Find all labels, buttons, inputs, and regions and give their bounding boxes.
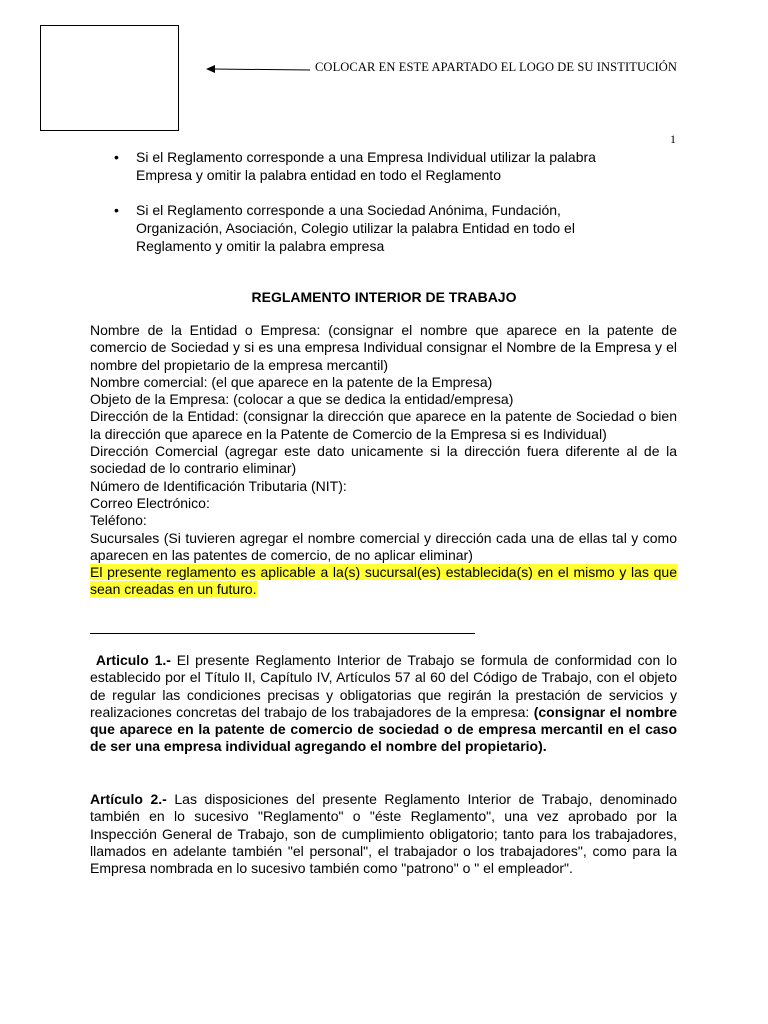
list-item: • Si el Reglamento corresponde a una Sociedad Anónima, Fundación, Organización, Asociación, Colegio utilizar la palabra Entidad en todo el Reglamento y omitir la palabra empresa bbox=[112, 201, 632, 255]
article-1-bold-text: (consignar el nombre que aparece en la patente de comercio de sociedad o de empresa mercantil en el caso de ser una empresa individual agregando el nombre del propietario). bbox=[90, 703, 677, 755]
left-arrow-icon bbox=[206, 61, 310, 77]
article-1-text: El presente Reglamento Interior de Trabajo se formula de conformidad con lo establecido por el Título II, Capítulo IV, Artículos 57 al 60 del Código de Trabajo, con el objeto de regular las condiciones precisas y obligatorias que regirán la prestación de servicios y realizaciones concretas del trabajo de los trabajadores de la empresa: bbox=[90, 652, 677, 720]
logo-placeholder bbox=[40, 25, 179, 131]
field-objeto: Objeto de la Empresa: (colocar a que se dedica la entidad/empresa) bbox=[90, 391, 514, 408]
field-nombre-comercial: Nombre comercial: (el que aparece en la patente de la Empresa) bbox=[90, 373, 493, 390]
article-1-heading: Articulo 1.- bbox=[95, 652, 171, 668]
page-number: 1 bbox=[670, 132, 676, 146]
article-2-heading: Artículo 2.- bbox=[90, 791, 167, 807]
field-direccion-comercial: Dirección Comercial (agregar este dato unicamente si la dirección fuera diferente al de la sociedad de lo contrario eliminar) bbox=[90, 443, 677, 477]
instruction-list bbox=[112, 148, 632, 272]
field-sucursales: Sucursales (Si tuvieren agregar el nombre comercial y dirección cada una de ellas tal y como aparecen en las patentes de comercio, de no aplicar eliminar) bbox=[90, 529, 677, 563]
separator-line bbox=[90, 633, 475, 634]
highlight-text: El presente reglamento es aplicable a la(s) sucursal(es) establecida(s) en el mismo y las que sean creadas en un futuro. bbox=[90, 564, 677, 598]
field-correo: Correo Electrónico: bbox=[90, 494, 210, 511]
field-nombre-entidad: Nombre de la Entidad o Empresa: (consignar el nombre que aparece en la patente de comercio de Sociedad y si es una empresa Individual consignar el Nombre de la Empresa y el nombre del propietario de la empresa mercantil) bbox=[90, 322, 677, 373]
document-title: REGLAMENTO INTERIOR DE TRABAJO bbox=[251, 289, 517, 305]
field-direccion-entidad: Dirección de la Entidad: (consignar la dirección que aparece en la patente de Sociedad o bien la dirección que aparece en la Patente de Comercio de la Empresa si es Individual) bbox=[90, 408, 677, 442]
article-2 bbox=[90, 791, 677, 877]
list-item: • Si el Reglamento corresponde a una Empresa Individual utilizar la palabra Empresa y omitir la palabra entidad en todo el Reglamento bbox=[112, 148, 632, 184]
article-1 bbox=[90, 652, 677, 756]
highlighted-note bbox=[90, 564, 677, 599]
article-2-text: Las disposiciones del presente Reglamento Interior de Trabajo, denominado también en lo sucesivo "Reglamento" o "éste Reglamento", una vez aprobado por la Inspección General de Trabajo, son de cumplimiento obligatorio; tanto para los trabajadores, llamados en adelante también "el personal", el trabajador o los trabajadores", como para la Empresa nombrada en lo sucesivo también como "patrono" o " el empleador". bbox=[90, 791, 677, 877]
field-nit: Número de Identificación Tributaria (NIT): bbox=[90, 477, 347, 494]
company-info-section bbox=[90, 322, 677, 599]
field-telefono: Teléfono: bbox=[90, 512, 147, 529]
logo-instruction: COLOCAR EN ESTE APARTADO EL LOGO DE SU INSTITUCIÓN bbox=[315, 60, 678, 74]
